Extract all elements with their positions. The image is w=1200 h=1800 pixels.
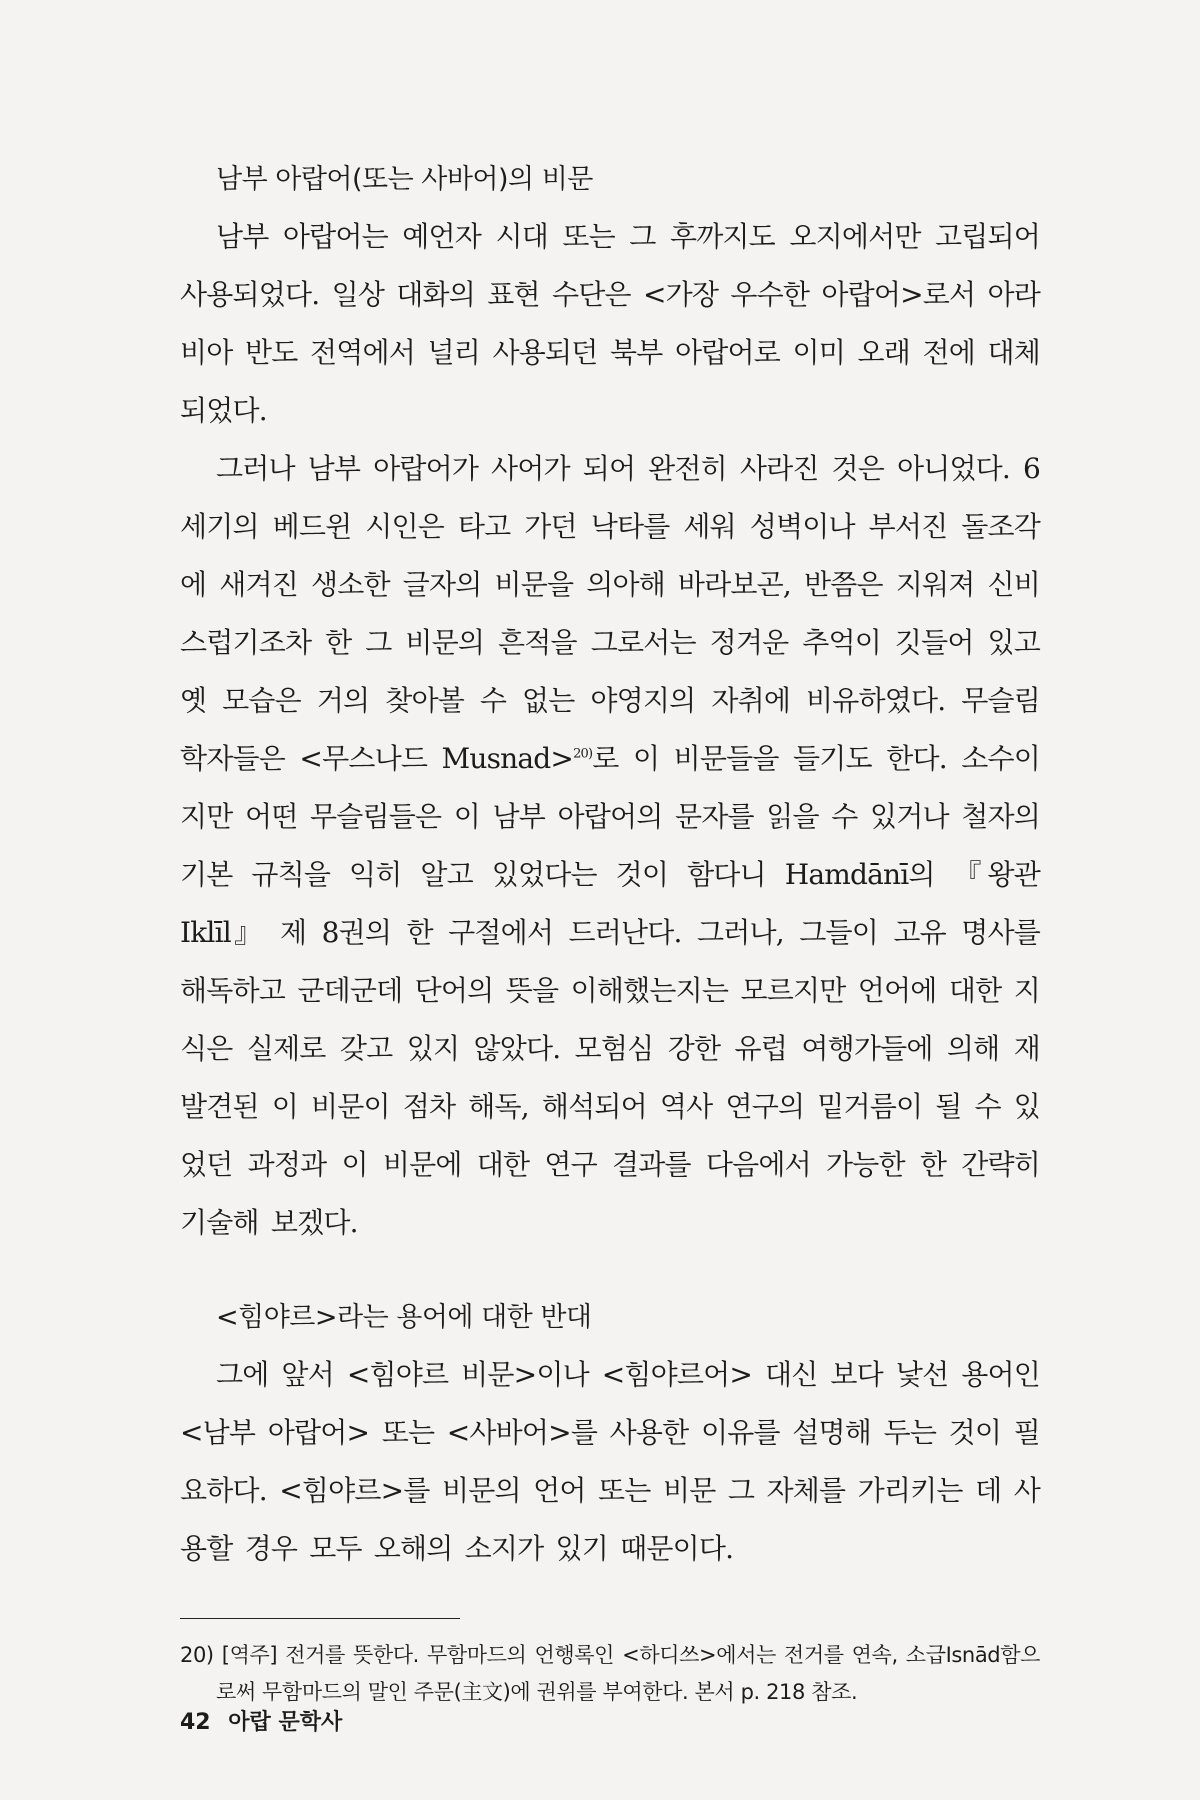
paragraph-text: 로 이 비문들을 들기도 한다. 소수이지만 어떤 무슬림들은 이 남부 아랍어의 문자를 읽을 수 있거나 철자의 기본 규칙을 익히 알고 있었다는 것이 함다니 Hamdānī의 『왕관 Iklīl』 제 8권의 한 구절에서 드러난다. 그러나, 그들이 고유 명사를 해독하고 군데군데 단어의 뜻을 이해했는지는 모르지만 언어에 대한 지식은 실제로 갖고 있지 않았다. 모험심 강한 유럽 여행가들에 의해 재발견된 이 비문이 점차 해독, 해석되어 역사 연구의 밑거름이 될 수 있었던 과정과 이 비문에 대한 연구 결과를 다음에서 가능한 한 간략히 기술해 보겠다. [180,742,1040,1239]
running-title: 아랍 문학사 [228,1710,343,1735]
section-heading-himyar-term: <힘야르>라는 용어에 대한 반대 [216,1302,592,1333]
page-number: 42 [180,1710,211,1735]
section-spacer [180,1252,1040,1298]
paragraph: 남부 아랍어는 예언자 시대 또는 그 후까지도 오지에서만 고립되어 사용되었다. 일상 대화의 표현 수단은 <가장 우수한 아랍어>로서 아라비아 반도 전역에서 널리 사용되던 북부 아랍어로 이미 오래 전에 대체되었다. [180,220,1040,427]
footnote-reference[interactable]: 20) [573,746,593,762]
page-body [180,160,1040,1711]
paragraph-text: 그러나 남부 아랍어가 사어가 되어 완전히 사라진 것은 아니었다. 6세기의 베드윈 시인은 타고 가던 낙타를 세워 성벽이나 부서진 돌조각에 새겨진 생소한 글자의 비문을 의아해 바라보곤, 반쯤은 지워져 신비스럽기조차 한 그 비문의 흔적을 그로서는 정겨운 추억이 깃들어 있고 옛 모습은 거의 찾아볼 수 없는 야영지의 자취에 비유하였다. 무슬림 학자들은 <무스나드 Musnad> [180,452,1040,775]
page-footer [180,1705,352,1736]
paragraph: 그에 앞서 <힘야르 비문>이나 <힘야르어> 대신 보다 낯선 용어인 <남부 아랍어> 또는 <사바어>를 사용한 이유를 설명해 두는 것이 필요하다. <힘야르>를 비문의 언어 또는 비문 그 자체를 가리키는 데 사용할 경우 모두 오해의 소지가 있기 때문이다. [180,1358,1040,1565]
section-heading-south-arabic: 남부 아랍어(또는 사바어)의 비문 [216,164,593,195]
paragraph [180,440,1040,1252]
footnote-20: 20) [역주] 전거를 뜻한다. 무함마드의 언행록인 <하디쓰>에서는 전거를 연속, 소급Isnād함으로써 무함마드의 말인 주문(主文)에 권위를 부여한다. 본서 p. 218 참조. [180,1643,1040,1704]
footnote-divider [180,1618,460,1619]
